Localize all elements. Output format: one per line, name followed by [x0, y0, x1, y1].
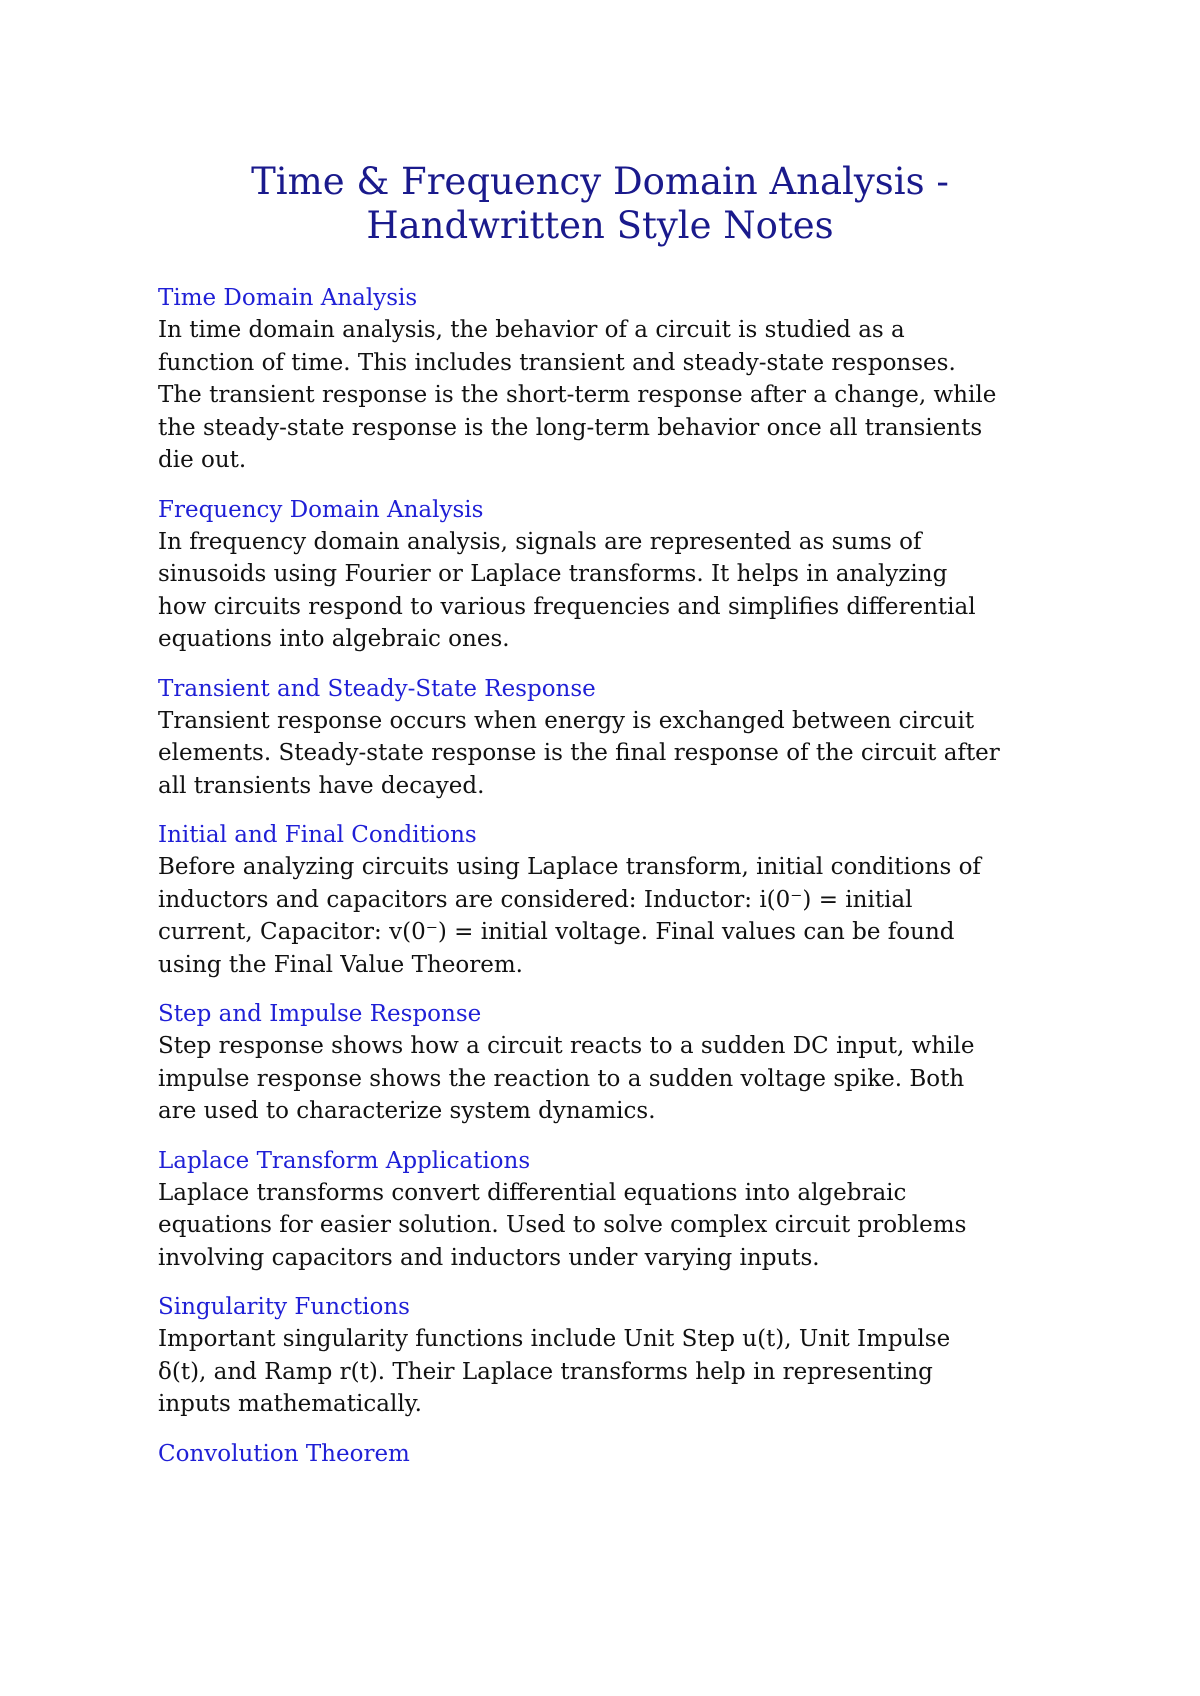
section-body: Transient response occurs when energy is exchanged between circuit elements. Steady-state response is the final response of the circuit after all transients have decayed. — [158, 707, 1000, 799]
section-heading: Initial and Final Conditions — [158, 822, 477, 848]
section-step-impulse — [158, 998, 1058, 1128]
section-heading: Time Domain Analysis — [158, 285, 418, 311]
section-body: Important singularity functions include Unit Step u(t), Unit Impulse δ(t), and Ramp r(t). Their Laplace transforms help in representing inputs mathematically. — [158, 1326, 951, 1417]
section-heading: Convolution Theorem — [158, 1440, 410, 1467]
page-title — [150, 160, 1050, 248]
section-frequency-domain — [158, 494, 1058, 656]
section-time-domain — [158, 282, 1058, 477]
section-heading: Step and Impulse Response — [158, 1001, 482, 1027]
section-heading: Singularity Functions — [158, 1294, 410, 1320]
section-body: Before analyzing circuits using Laplace transform, initial conditions of inductors and capacitors are considered: Inductor: i(0⁻) = initial current, Capacitor: v(0⁻) = initial voltage. Final values can be found using the Final Value Theorem. — [158, 854, 981, 978]
section-body: Step response shows how a circuit reacts to a sudden DC input, while impulse response shows the reaction to a sudden voltage spike. Both are used to characterize system dynamics. — [158, 1033, 975, 1124]
section-heading: Transient and Steady-State Response — [158, 675, 596, 702]
section-heading: Laplace Transform Applications — [158, 1147, 531, 1174]
section-laplace-applications — [158, 1145, 1058, 1275]
section-body: Laplace transforms convert differential equations into algebraic equations for easier solution. Used to solve complex circuit problems involving capacitors and inductors under varying inputs. — [158, 1179, 967, 1271]
title-line-1: Time & Frequency Domain Analysis - — [251, 160, 949, 203]
section-singularity-functions — [158, 1291, 1058, 1421]
section-convolution-theorem — [158, 1438, 1058, 1470]
section-body: In frequency domain analysis, signals are represented as sums of sinusoids using Fourier or Laplace transforms. It helps in analyzing how circuits respond to various frequencies and simplifies differential equations into algebraic ones. — [158, 528, 976, 652]
sections-container — [158, 282, 1058, 1487]
section-transient-steady-state — [158, 673, 1058, 803]
section-heading: Frequency Domain Analysis — [158, 496, 484, 523]
section-initial-final-conditions — [158, 819, 1058, 981]
title-line-2: Handwritten Style Notes — [366, 204, 834, 247]
section-body: In time domain analysis, the behavior of a circuit is studied as a function of time. This includes transient and steady-state responses. The transient response is the short-term response after a change, while the steady-state response is the long-term behavior once all transients die out. — [158, 317, 997, 473]
